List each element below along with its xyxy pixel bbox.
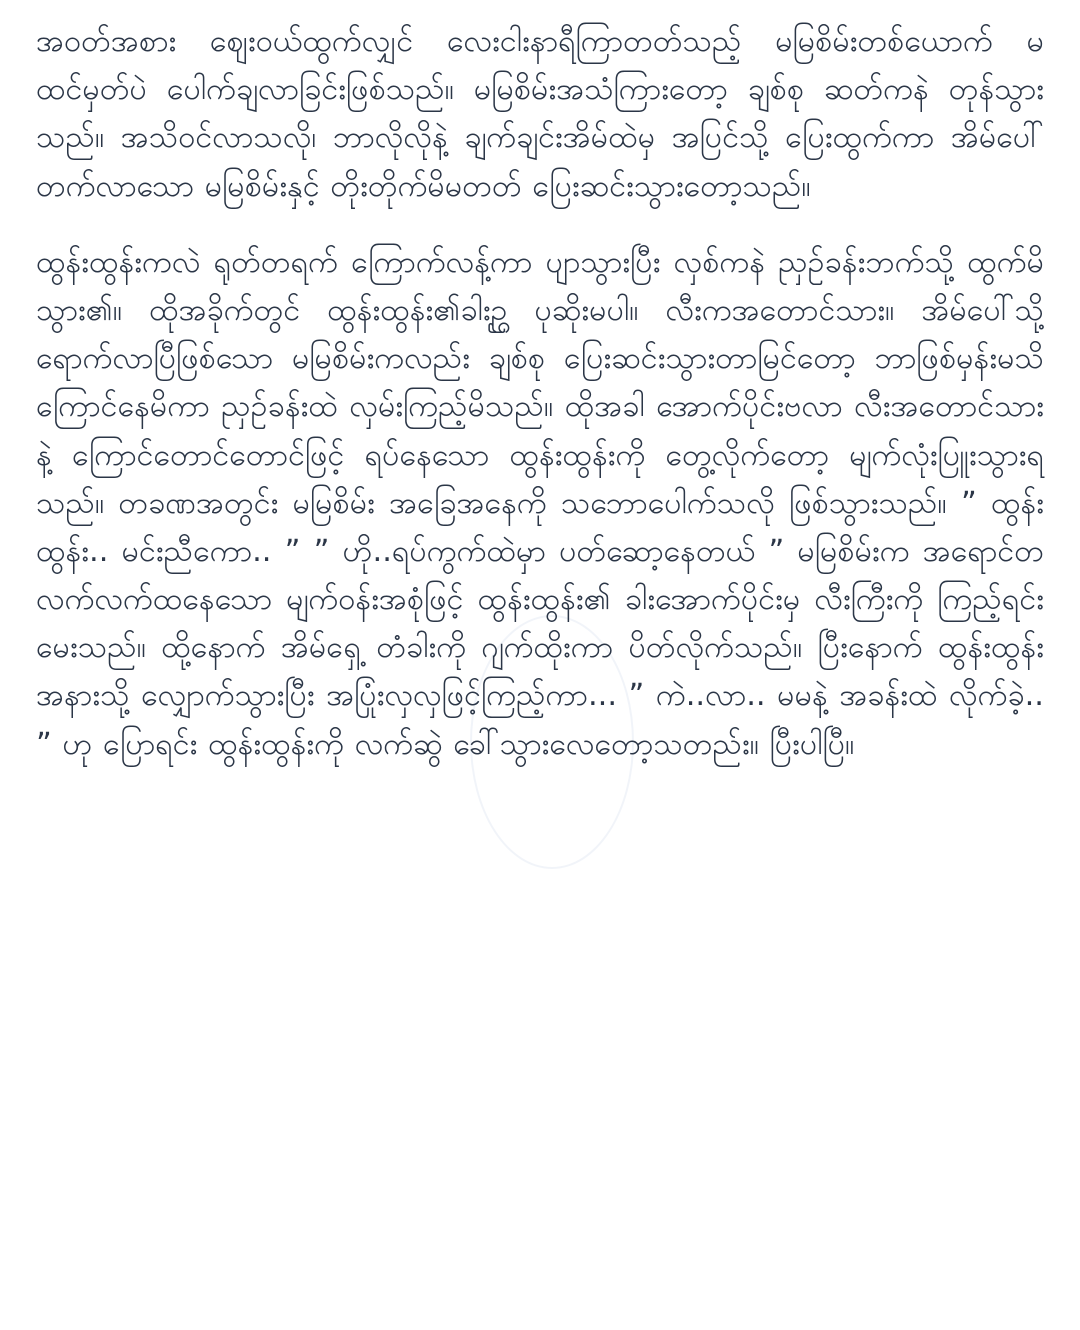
paragraph-2: ထွန်းထွန်းကလဲ ရုတ်တရက် ကြောက်လန့်ကာ ပျာသွားပြီး လှစ်ကနဲ ညှဉ်ခန်းဘက်သို့ ထွက်မိသွား၏။ ထိုအခိုက်တွင် ထွန်းထွန်း၏ခါးဥ္ဌ ပုဆိုးမပါ။ လီးကအတောင်သား။ အိမ်ပေါ်သို့ ရောက်လာပြီဖြစ်သော မမြစိမ်းကလည်း ချစ်စု ပြေးဆင်းသွားတာမြင်တော့ ဘာဖြစ်မှန်းမသိ ကြောင်နေမိကာ ညှဉ်ခန်းထဲ လှမ်းကြည့်မိသည်။ ထိုအခါ အောက်ပိုင်းဗလာ လီးအတောင်သားနဲ့ ကြောင်တောင်တောင်ဖြင့် ရပ်နေသော ထွန်းထွန်းကို တွေ့လိုက်တော့ မျက်လုံးပြူးသွားရသည်။ တခဏအတွင်း မမြစိမ်း အခြေအနေကို သဘောပေါက်သလို ဖြစ်သွားသည်။ ” ထွန်းထွန်း.. မင်းညီကော.. ” ” ဟို..ရပ်ကွက်ထဲမှာ ပတ်ဆော့နေတယ် ” မမြစိမ်းက အရောင်တလက်လက်ထနေသော မျက်ဝန်းအစုံဖြင့် ထွန်းထွန်း၏ ခါးအောက်ပိုင်းမှ လီးကြီးကို ကြည့်ရင်း မေးသည်။ ထို့နောက် အိမ်ရှေ့ တံခါးကို ဂျက်ထိုးကာ ပိတ်လိုက်သည်။ ပြီးနောက် ထွန်းထွန်း အနားသို့ လျှောက်သွားပြီး အပြုံးလှလှဖြင့်ကြည့်ကာ... ” ကဲ..လာ.. မမနဲ့ အခန်းထဲ လိုက်ခဲ့.. ” ဟု ပြောရင်း ထွန်းထွန်းကို လက်ဆွဲ ခေါ်သွားလေတော့သတည်း။ ပြီးပါပြီ။	[36, 244, 1044, 762]
document-body	[36, 18, 1044, 769]
paragraph-1: အဝတ်အစား ဈေးဝယ်ထွက်လျှင် လေးငါးနာရီကြာတတ်သည့် မမြစိမ်းတစ်ယောက် မထင်မှတ်ပဲ ပေါက်ချလာခြင်းဖြစ်သည်။ မမြစိမ်းအသံကြားတော့ ချစ်စု ဆတ်ကနဲ တုန်သွားသည်။ အသိဝင်လာသလို၊ ဘာလိုလိုနဲ့ ချက်ချင်းအိမ်ထဲမှ အပြင်သို့ ပြေးထွက်ကာ အိမ်ပေါ်တက်လာသော မမြစိမ်းနှင့် တိုးတိုက်မိမတတ် ပြေးဆင်းသွားတော့သည်။	[36, 24, 1044, 204]
